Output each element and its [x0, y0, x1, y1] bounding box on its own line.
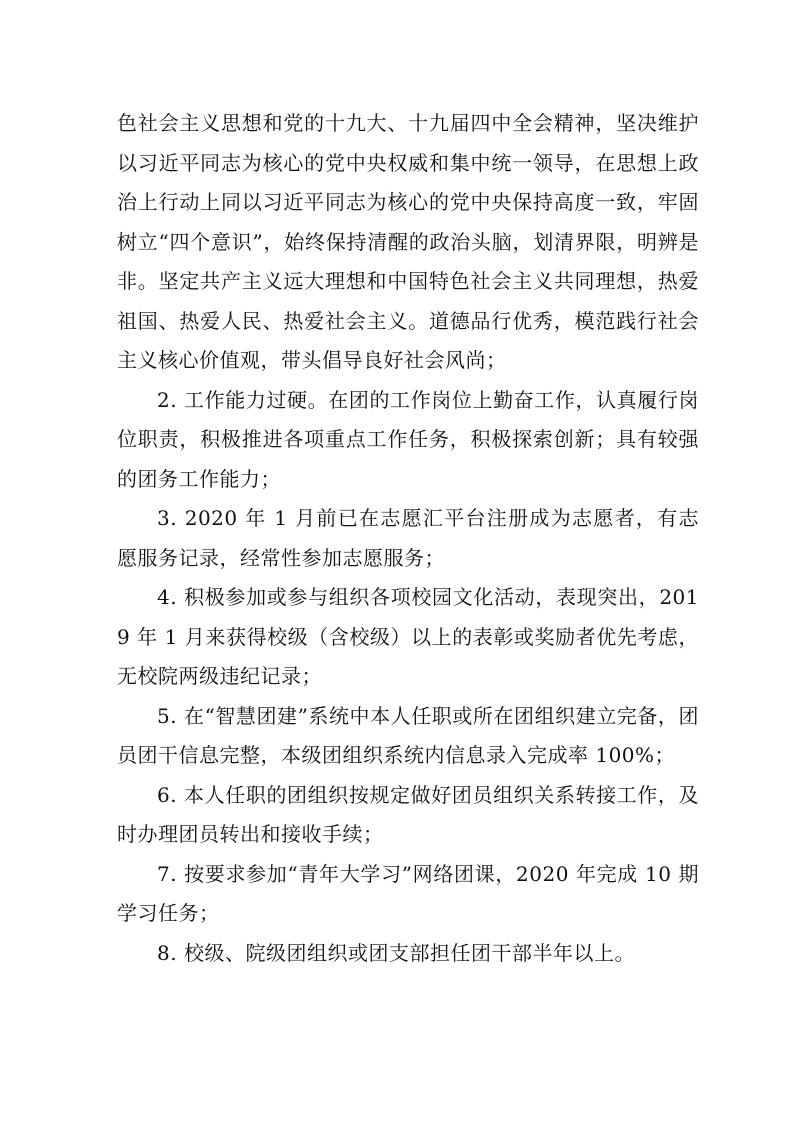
paragraph-item-5: 5. 在“智慧团建”系统中本人任职或所在团组织建立完备，团员团干信息完整，本级团组织系统内信息录入完成率 100%；	[117, 703, 699, 767]
paragraph-item-6: 6. 本人任职的团组织按规定做好团员组织关系转接工作，及时办理团员转出和接收手续；	[117, 782, 699, 846]
paragraph-item-8: 8. 校级、院级团组织或团支部担任团干部半年以上。	[157, 940, 635, 965]
paragraph-item-3: 3. 2020 年 1 月前已在志愿汇平台注册成为志愿者，有志愿服务记录，经常性参加志愿服务；	[117, 506, 699, 570]
paragraph-item-4: 4. 积极参加或参与组织各项校园文化活动，表现突出，2019 年 1 月来获得校级（含校级）以上的表彰或奖励者优先考虑，无校院两级违纪记录；	[117, 585, 699, 688]
document-body	[117, 104, 699, 973]
paragraph-item-7: 7. 按要求参加“青年大学习”网络团课，2020 年完成 10 期学习任务；	[117, 861, 699, 925]
paragraph-continued: 色社会主义思想和党的十九大、十九届四中全会精神，坚决维护以习近平同志为核心的党中央权威和集中统一领导，在思想上政治上行动上同以习近平同志为核心的党中央保持高度一致，牢固树立“四个意识”，始终保持清醒的政治头脑，划清界限，明辨是非。坚定共产主义远大理想和中国特色社会主义共同理想，热爱祖国、热爱人民、热爱社会主义。道德品行优秀，模范践行社会主义核心价值观，带头倡导良好社会风尚；	[117, 111, 699, 372]
paragraph-item-2: 2. 工作能力过硬。在团的工作岗位上勤奋工作，认真履行岗位职责，积极推进各项重点工作任务，积极探索创新；具有较强的团务工作能力；	[117, 387, 699, 491]
